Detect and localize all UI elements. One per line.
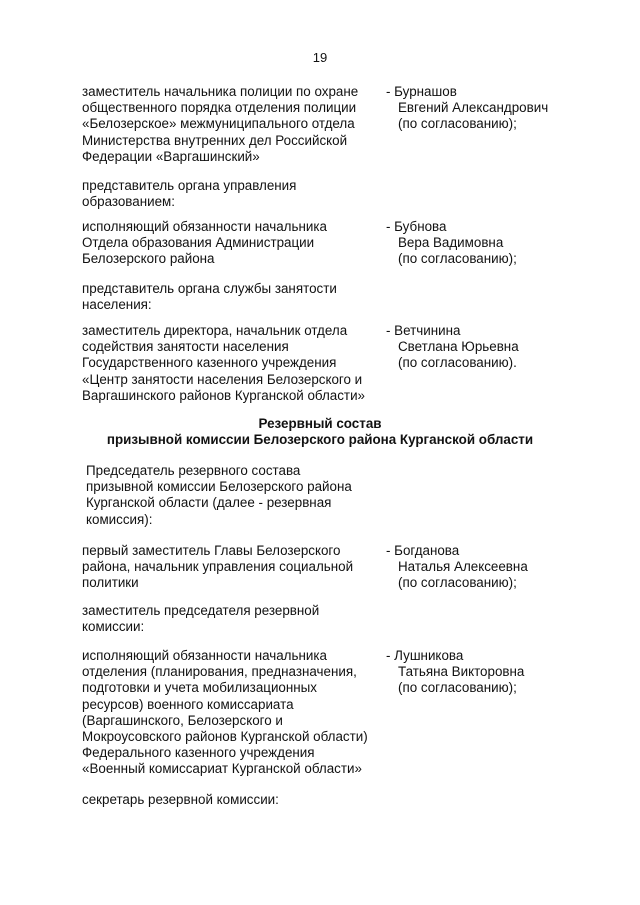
person-surname: - Бубнова (386, 219, 447, 234)
entry-text-line: Председатель резервного состава (86, 463, 301, 478)
person-name: Светлана Юрьевна (398, 339, 519, 355)
entry-text-line: Варгашинского районов Курганской области» (82, 387, 365, 403)
person-note: (по согласованию). (398, 355, 517, 371)
entry-text-line: исполняющий обязанности начальника (82, 219, 327, 234)
entry-text-line: общественного порядка отделения полиции (82, 100, 357, 116)
entry-text-line: содействия занятости населения (82, 339, 289, 355)
reserve-entry-position (82, 603, 382, 635)
page-number: 19 (312, 50, 328, 65)
person-surname: - Богданова (386, 543, 460, 558)
entry-text-line: отделения (планирования, предназначения, (82, 664, 357, 680)
person-name: Наталья Алексеевна (398, 559, 528, 575)
reserve-entry-position (82, 648, 382, 778)
person-surname: - Ветчинина (386, 323, 461, 338)
person-note: (по согласованию); (398, 575, 517, 591)
entry-text-line: заместитель директора, начальник отдела (82, 323, 348, 338)
reserve-entry-position (82, 543, 382, 592)
person-name: Вера Вадимовна (398, 235, 504, 251)
entry-text-line: населения: (82, 297, 152, 313)
entry-text-line: заместитель председателя резервной (82, 603, 320, 618)
entry-person (386, 84, 626, 133)
entry-text-line: Государственного казенного учреждения (82, 355, 337, 371)
entry-position (82, 84, 382, 165)
reserve-entry-position (82, 792, 382, 808)
reserve-entry-person (386, 648, 626, 697)
person-note: (по согласованию); (398, 680, 517, 696)
reserve-entry-position (82, 463, 382, 528)
entry-text-line: представитель органа управления (82, 178, 297, 193)
entry-text-line: заместитель начальника полиции по охране (82, 84, 359, 99)
entry-text-line: Мокроусовского районов Курганской области) (82, 729, 368, 745)
entry-text-line: Федерации «Варгашинский» (82, 148, 260, 164)
person-name: Татьяна Викторовна (398, 664, 525, 680)
entry-position (82, 323, 382, 404)
entry-person (386, 219, 626, 268)
entry-text-line: секретарь резервной комиссии: (82, 792, 279, 807)
entry-text-line: Министерства внутренних дел Российской (82, 132, 348, 148)
section-heading (0, 416, 640, 448)
entry-position (82, 178, 382, 210)
entry-text-line: района, начальник управления социальной (82, 559, 354, 575)
entry-text-line: Отдела образования Администрации (82, 235, 315, 251)
entry-text-line: подготовки и учета мобилизационных (82, 680, 317, 696)
person-note: (по согласованию); (398, 251, 517, 267)
entry-text-line: «Центр занятости населения Белозерского и (82, 371, 363, 387)
entry-position (82, 219, 382, 268)
entry-text-line: «Военный комиссариат Курганской области» (82, 761, 362, 777)
entry-text-line: исполняющий обязанности начальника (82, 648, 327, 663)
entry-text-line: комиссия): (86, 511, 153, 527)
entry-text-line: первый заместитель Главы Белозерского (82, 543, 341, 558)
section-heading-line: Резервный состав (258, 416, 382, 431)
person-note: (по согласованию); (398, 116, 517, 132)
entry-position (82, 281, 382, 313)
person-surname: - Лушникова (386, 648, 464, 663)
entry-text-line: (Варгашинского, Белозерского и (82, 712, 283, 728)
entry-text-line: политики (82, 575, 139, 591)
person-surname: - Бурнашов (386, 84, 457, 99)
entry-text-line: ресурсов) военного комиссариата (82, 696, 294, 712)
entry-text-line: «Белозерское» межмуниципального отдела (82, 116, 355, 132)
reserve-entry-person (386, 543, 626, 592)
entry-text-line: комиссии: (82, 619, 145, 635)
entry-text-line: Курганской области (далее - резервная (86, 495, 332, 511)
entry-text-line: Федерального казенного учреждения (82, 745, 315, 761)
person-name: Евгений Александрович (398, 100, 549, 116)
section-heading-line: призывной комиссии Белозерского района Курганской области (106, 432, 534, 448)
entry-text-line: представитель органа службы занятости (82, 281, 337, 296)
entry-text-line: призывной комиссии Белозерского района (86, 479, 352, 495)
entry-person (386, 323, 626, 372)
entry-text-line: Белозерского района (82, 251, 215, 267)
entry-text-line: образованием: (82, 194, 175, 210)
